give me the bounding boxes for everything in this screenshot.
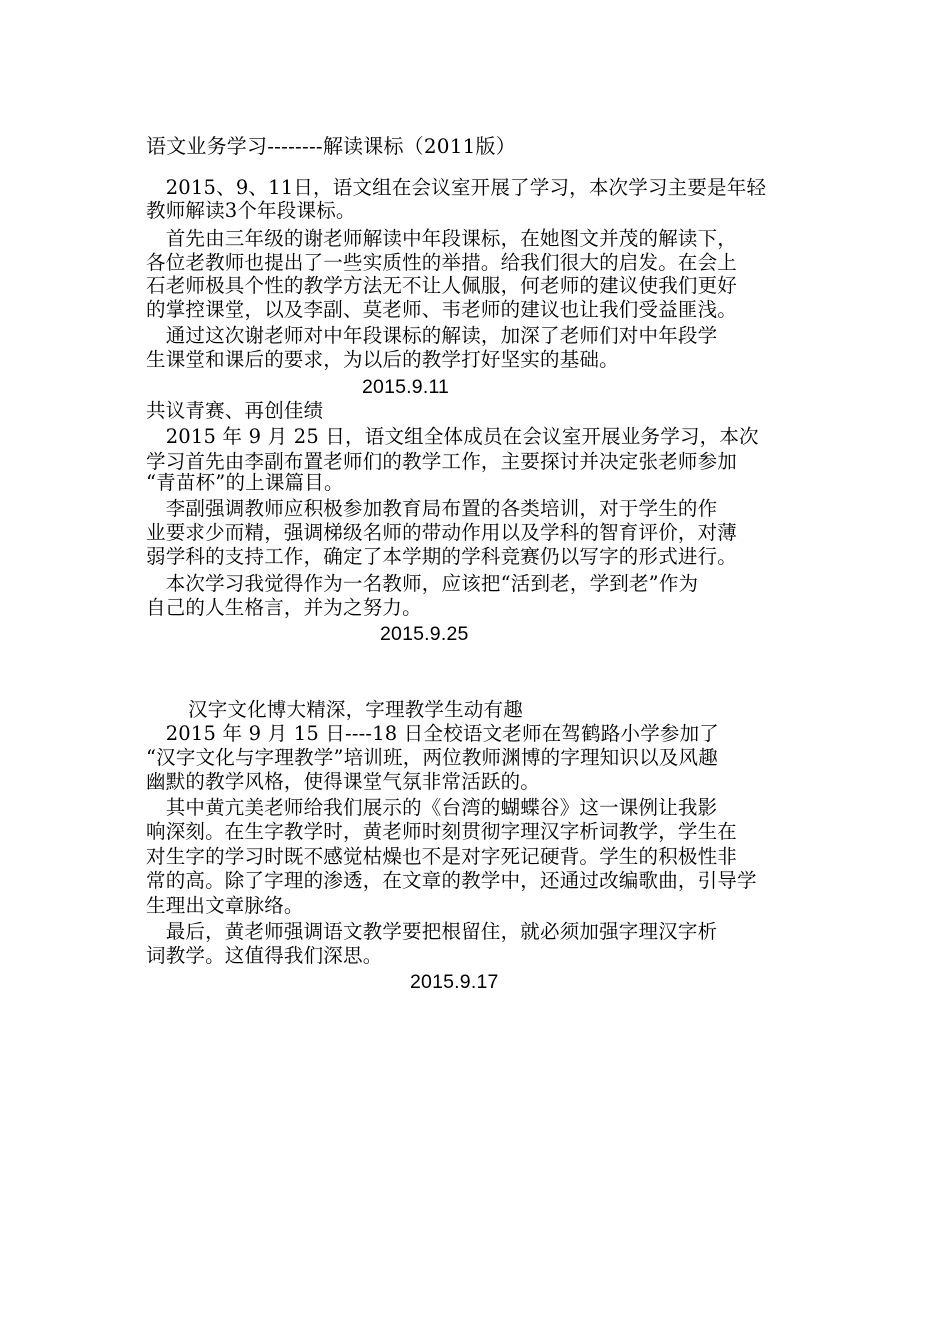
paragraph-line: 幽默的教学风格，使得课堂气氛非常活跃的。 — [146, 770, 541, 793]
paragraph-line: 自己的人生格言，并为之努力。 — [146, 596, 422, 619]
section-date: 2015.9.17 — [410, 971, 499, 993]
section-title: 汉字文化博大精深，字理教学生动有趣 — [188, 698, 523, 721]
paragraph-line: 2015 年 9 月 25 日，语文组全体成员在会议室开展业务学习，本次 — [146, 425, 759, 448]
paragraph-line: 本次学习我觉得作为一名教师，应该把“活到老，学到老”作为 — [146, 572, 699, 595]
paragraph-line: 通过这次谢老师对中年段课标的解读，加深了老师们对中年段学 — [146, 324, 718, 347]
paragraph-line: 最后，黄老师强调语文教学要把根留住，就必须加强字理汉字析 — [146, 920, 718, 943]
paragraph-line: 词教学。这值得我们深思。 — [146, 944, 383, 967]
paragraph-line: 各位老教师也提出了一些实质性的举措。给我们很大的启发。在会上 — [146, 251, 738, 274]
section-title: 语文业务学习--------解读课标（2011版） — [146, 134, 516, 158]
paragraph-line: “青苗杯”的上课篇目。 — [146, 471, 344, 494]
section-date: 2015.9.25 — [380, 623, 469, 645]
paragraph-line: 教师解读3个年段课标。 — [146, 199, 356, 222]
paragraph-line: 生课堂和课后的要求，为以后的教学打好坚实的基础。 — [146, 348, 619, 371]
paragraph-line: 李副强调教师应积极参加教育局布置的各类培训，对于学生的作 — [146, 497, 718, 520]
paragraph-line: 首先由三年级的谢老师解读中年段课标，在她图文并茂的解读下， — [146, 227, 738, 250]
paragraph-line: 对生字的学习时既不感觉枯燥也不是对字死记硬背。学生的积极性非 — [146, 845, 738, 868]
paragraph-line: 其中黄亢美老师给我们展示的《台湾的蝴蝶谷》这一课例让我影 — [146, 796, 718, 819]
paragraph-line: 学习首先由李副布置老师们的教学工作，主要探讨并决定张老师参加 — [146, 450, 738, 473]
paragraph-line: 石老师极具个性的教学方法无不让人佩服，何老师的建议使我们更好 — [146, 274, 738, 297]
paragraph-line: 常的高。除了字理的渗透，在文章的教学中，还通过改编歌曲，引导学 — [146, 869, 757, 892]
paragraph-line: 的掌控课堂，以及李副、莫老师、韦老师的建议也让我们受益匪浅。 — [146, 298, 738, 321]
paragraph-line: 业要求少而精，强调梯级名师的带动作用以及学科的智育评价，对薄 — [146, 521, 738, 544]
paragraph-line: 生理出文章脉络。 — [146, 894, 304, 917]
section-title: 共议青赛、再创佳绩 — [146, 399, 324, 422]
paragraph-line: 2015 年 9 月 15 日----18 日全校语文老师在驾鹤路小学参加了 — [146, 722, 720, 745]
paragraph-line: 2015、9、11日，语文组在会议室开展了学习，本次学习主要是年轻 — [146, 176, 767, 199]
section-date: 2015.9.11 — [362, 376, 450, 398]
paragraph-line: “汉字文化与字理教学”培训班，两位教师渊博的字理知识以及风趣 — [146, 746, 718, 769]
paragraph-line: 响深刻。在生字教学时，黄老师时刻贯彻字理汉字析词教学，学生在 — [146, 820, 738, 843]
paragraph-line: 弱学科的支持工作，确定了本学期的学科竞赛仍以写字的形式进行。 — [146, 545, 738, 568]
